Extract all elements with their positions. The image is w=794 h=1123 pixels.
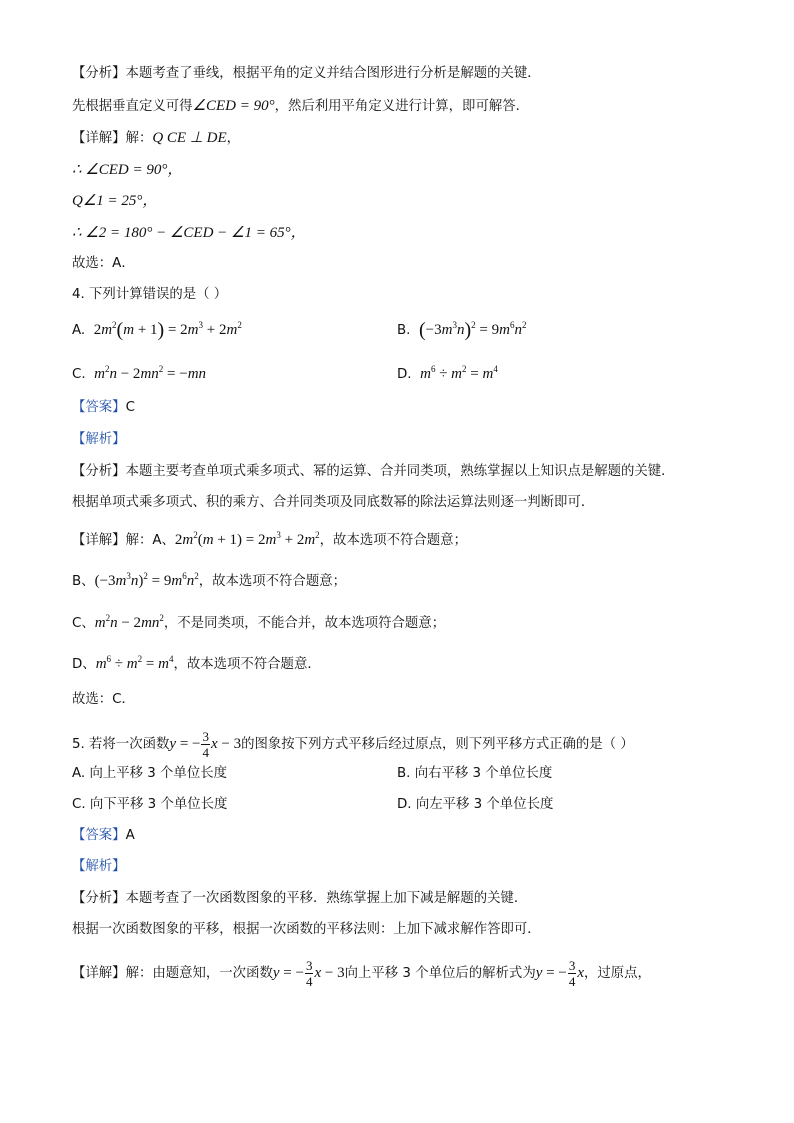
q5-stem-pre: 5. 若将一次函数 bbox=[72, 737, 170, 752]
q4-analysis1: 【分析】本题主要考查单项式乘多项式、幂的运算、合并同类项，熟练掌握以上知识点是解题的关键． bbox=[72, 464, 675, 479]
q3-detail-post: ， bbox=[226, 131, 241, 146]
q4-detail-d-post: ，故本选项不符合题意． bbox=[173, 657, 321, 672]
q4-opt-b-expr: $(-3m^3n)^2 = 9m^6n^2$ bbox=[418, 319, 527, 341]
q3-detail-label: 【详解】 bbox=[72, 131, 126, 146]
q3-step1: ∴ ∠CED = 90°， bbox=[72, 162, 183, 178]
q4-opt-d-expr: $m^6 \div m^2 = m^4$ bbox=[420, 364, 498, 382]
q4-option-d bbox=[397, 364, 498, 385]
q5-detail-pre: 解：由题意知，一次函数 bbox=[125, 966, 273, 981]
q4-detail-label: 【详解】 bbox=[72, 533, 126, 548]
q4-stem: 4. 下列计算错误的是（ ） bbox=[72, 287, 228, 302]
q5-detail-frac1-den: 4 bbox=[305, 974, 313, 990]
q4-opt-a-label: A. bbox=[72, 323, 86, 338]
q4-detail-c bbox=[72, 613, 445, 634]
q5-option-b: B. 向右平移 3 个单位长度 bbox=[397, 766, 553, 781]
q3-choose: 故选：A． bbox=[72, 256, 135, 271]
q4-option-c bbox=[72, 364, 206, 385]
q4-option-a bbox=[72, 320, 242, 341]
q4-detail-d-pre: D、 bbox=[72, 657, 96, 672]
q5-detail-func1: y = − $\frac{3}{4}$ x − 3 bbox=[272, 958, 345, 990]
q3-l2-post: ，然后利用平角定义进行计算，即可解答． bbox=[274, 99, 530, 114]
q3-step2: Q∠1 = 25°， bbox=[72, 193, 158, 209]
q5-detail-post: ，过原点， bbox=[583, 966, 651, 981]
q5-stem-frac bbox=[201, 729, 210, 760]
q4-analysis2: 根据单项式乘多项式、积的乘方、合并同类项及同底数幂的除法运算法则逐一判断即可． bbox=[72, 495, 595, 510]
q5-jiexi: 【解析】 bbox=[72, 859, 126, 874]
q4-answer bbox=[72, 398, 135, 418]
q5-stem bbox=[72, 727, 634, 762]
q5-detail-func2: y = − $\frac{3}{4}$ x bbox=[535, 958, 584, 990]
q4-detail-b bbox=[72, 571, 346, 592]
q5-analysis2: 根据一次函数图象的平移，根据一次函数的平移法则：上加下减求解作答即可． bbox=[72, 922, 541, 937]
q5-answer-value: A bbox=[125, 828, 135, 843]
q4-detail-a bbox=[72, 530, 467, 551]
q5-stem-post: 的图象按下列方式平移后经过原点，则下列平移方式正确的是（ ） bbox=[241, 737, 634, 752]
q3-detail bbox=[72, 128, 240, 149]
q4-detail-c-expr: $m^2n - 2mn^2$ bbox=[94, 613, 164, 631]
q5-detail-frac1 bbox=[305, 958, 314, 989]
q4-detail-d-expr: $m^6 \div m^2 = m^4$ bbox=[95, 654, 174, 672]
q5-answer-label: 【答案】 bbox=[72, 828, 126, 843]
q4-detail-b-pre: B、 bbox=[72, 574, 95, 589]
q4-jiexi: 【解析】 bbox=[72, 432, 126, 447]
q5-detail-label: 【详解】 bbox=[72, 966, 126, 981]
q4-opt-b-label: B. bbox=[397, 323, 411, 338]
q4-detail-b-post: ，故本选项不符合题意； bbox=[198, 574, 346, 589]
q4-opt-d-label: D. bbox=[397, 367, 412, 382]
q5-stem-func: y = − $\frac{3}{4}$ x − 3 bbox=[169, 729, 242, 761]
q3-l2-math: ∠CED = 90° bbox=[192, 98, 275, 114]
q4-detail-a-post: ，故本选项不符合题意； bbox=[319, 533, 467, 548]
q4-opt-a-expr: $2m^2(m + 1) = 2m^3 + 2m^2$ bbox=[93, 319, 242, 341]
q4-choose: 故选：C． bbox=[72, 692, 135, 707]
q3-step3: ∴ ∠2 = 180° − ∠CED − ∠1 = 65°， bbox=[72, 225, 306, 241]
q4-detail-a-pre: 解：A、 bbox=[125, 533, 175, 548]
q4-detail-c-post: ，不是同类项，不能合并，故本选项符合题意； bbox=[163, 616, 446, 631]
q4-answer-value: C bbox=[125, 400, 135, 415]
q4-detail-d bbox=[72, 654, 321, 675]
q5-option-a: A. 向上平移 3 个单位长度 bbox=[72, 766, 227, 781]
q5-detail-frac2 bbox=[568, 958, 577, 989]
q5-analysis1: 【分析】本题考查了一次函数图象的平移．熟练掌握上加下减是解题的关键． bbox=[72, 891, 528, 906]
q5-detail-mid: 向上平移 3 个单位后的解析式为 bbox=[344, 966, 536, 981]
q4-detail-c-pre: C、 bbox=[72, 616, 95, 631]
q5-detail-frac2-den: 4 bbox=[568, 974, 576, 990]
q4-opt-c-expr: $m^2n - 2mn^2 = -mn$ bbox=[94, 364, 207, 382]
q5-frac-den: 4 bbox=[202, 745, 209, 761]
q3-analysis: 【分析】本题考查了垂线，根据平角的定义并结合图形进行分析是解题的关键． bbox=[72, 66, 541, 81]
q4-opt-c-label: C. bbox=[72, 367, 86, 382]
q5-detail bbox=[72, 955, 651, 992]
q3-analysis-line2 bbox=[72, 96, 529, 117]
q4-answer-label: 【答案】 bbox=[72, 400, 126, 415]
q3-detail-pre: 解： bbox=[125, 131, 153, 146]
q5-frac-num: 3 bbox=[202, 729, 209, 745]
q5-option-c: C. 向下平移 3 个单位长度 bbox=[72, 797, 228, 812]
q3-l2-pre: 先根据垂直定义可得 bbox=[72, 99, 193, 114]
q4-option-b bbox=[397, 320, 526, 341]
q5-detail-frac2-num: 3 bbox=[568, 958, 576, 974]
q3-detail-math: Q CE ⊥ DE bbox=[152, 130, 227, 146]
q4-detail-b-expr: $(-3m^3n)^2 = 9m^6n^2$ bbox=[94, 571, 199, 589]
q4-detail-a-expr: $2m^2(m + 1) = 2m^3 + 2m^2$ bbox=[174, 530, 320, 548]
q5-answer bbox=[72, 826, 135, 846]
q5-option-d: D. 向左平移 3 个单位长度 bbox=[397, 797, 554, 812]
q5-detail-frac1-num: 3 bbox=[305, 958, 313, 974]
